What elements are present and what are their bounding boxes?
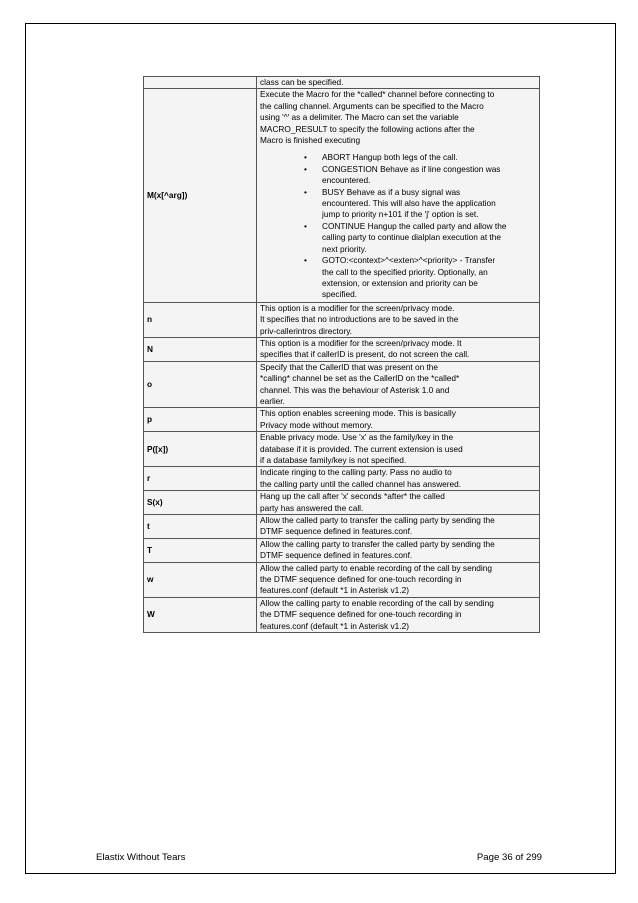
description-cell: Allow the called party to transfer the calling party by sending the DTMF sequence defined in features.conf.	[257, 515, 540, 539]
option-cell: n	[144, 302, 257, 337]
option-cell: P([x])	[144, 432, 257, 467]
description-cell	[257, 89, 540, 302]
option-cell: T	[144, 538, 257, 562]
option-cell: N	[144, 337, 257, 361]
option-cell	[144, 77, 257, 89]
description-cell: Enable privacy mode. Use 'x' as the family/key in the database if it is provided. The current extension is used if a database family/key is not specified.	[257, 432, 540, 467]
option-cell: t	[144, 515, 257, 539]
table-row	[144, 467, 540, 491]
table-row	[144, 515, 540, 539]
description-cell: Allow the calling party to transfer the called party by sending the DTMF sequence defined in features.conf.	[257, 538, 540, 562]
option-cell: M(x[^arg])	[144, 89, 257, 302]
option-cell: W	[144, 597, 257, 632]
list-item: • CONGESTION Behave as if line congestion was encountered.	[322, 164, 536, 187]
option-cell: r	[144, 467, 257, 491]
list-item: • CONTINUE Hangup the called party and allow the calling party to continue dialplan execution at the next priority.	[322, 221, 536, 255]
footer-page-number: Page 36 of 299	[476, 852, 542, 863]
table-row	[144, 597, 540, 632]
description-text: Execute the Macro for the *called* channel before connecting to the calling channel. Arguments can be specified to the Macro using '^' as a delimiter. The Macro can set the variable MACRO_RESULT to specify the following actions after the Macro is finished executing	[260, 89, 495, 146]
table-row	[144, 408, 540, 432]
table-row	[144, 491, 540, 515]
description-cell: Specify that the CallerID that was present on the *calling* channel be set as the CallerID on the *called* channel. This was the behaviour of Asterisk 1.0 and earlier.	[257, 361, 540, 408]
option-cell: p	[144, 408, 257, 432]
description-cell: Hang up the call after 'x' seconds *after* the called party has answered the call.	[257, 491, 540, 515]
list-item: • BUSY Behave as if a busy signal was encountered. This will also have the application jump to priority n+101 if the 'j' option is set.	[322, 187, 536, 221]
description-cell: class can be specified.	[257, 77, 540, 89]
description-cell: This option is a modifier for the screen/privacy mode. It specifies that if callerID is present, do not screen the call.	[257, 337, 540, 361]
table-row	[144, 432, 540, 467]
table-row	[144, 77, 540, 89]
option-cell: o	[144, 361, 257, 408]
table-row	[144, 562, 540, 597]
description-cell: Allow the calling party to enable recording of the call by sending the DTMF sequence defined for one-touch recording in features.conf (default *1 in Asterisk v1.2)	[257, 597, 540, 632]
table-row	[144, 89, 540, 302]
description-cell: This option is a modifier for the screen/privacy mode. It specifies that no introductions are to be saved in the priv-callerintros directory.	[257, 302, 540, 337]
table-row	[144, 302, 540, 337]
table-row	[144, 538, 540, 562]
description-cell: Indicate ringing to the calling party. Pass no audio to the calling party until the called channel has answered.	[257, 467, 540, 491]
option-cell: S(x)	[144, 491, 257, 515]
description-cell: This option enables screening mode. This is basically Privacy mode without memory.	[257, 408, 540, 432]
list-item: • GOTO:<context>^<exten>^<priority> - Transfer the call to the specified priority. Optionally, an extension, or extension and priority can be specified.	[322, 255, 536, 301]
table-row	[144, 361, 540, 408]
options-table	[143, 76, 540, 633]
bullet-list	[260, 152, 536, 300]
table-row	[144, 337, 540, 361]
list-item: • ABORT Hangup both legs of the call.	[322, 152, 536, 163]
description-cell: Allow the called party to enable recording of the call by sending the DTMF sequence defined for one-touch recording in features.conf (default *1 in Asterisk v1.2)	[257, 562, 540, 597]
footer-book-title: Elastix Without Tears	[96, 852, 186, 863]
option-cell: w	[144, 562, 257, 597]
